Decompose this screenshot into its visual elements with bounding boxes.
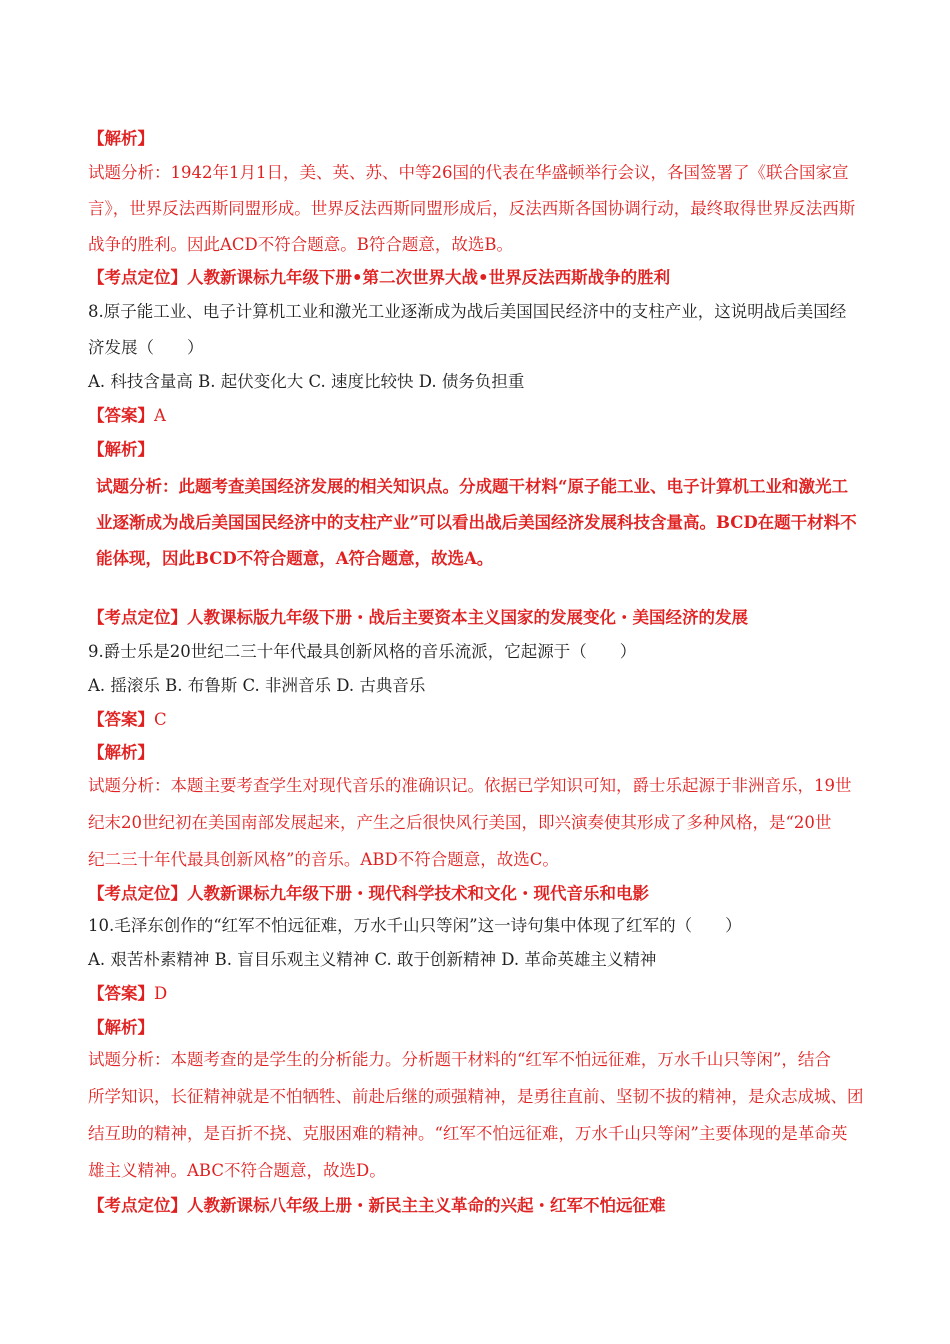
q7-point-text: 人教新课标九年级下册•第二次世界大战•世界反法西斯战争的胜利 (187, 268, 671, 287)
q7-analysis-line-2: 言》，世界反法西斯同盟形成。世界反法西斯同盟形成后，反法西斯各国协调行动，最终取得世界反法西斯 (88, 199, 856, 218)
q9-analysis-line-2: 纪末20世纪初在美国南部发展起来，产生之后很快风行美国，即兴演奏使其形成了多种风格，是“20世 (88, 813, 832, 832)
q8-analysis-line-3: 能体现，因此BCD不符合题意，A符合题意，故选A。 (96, 549, 494, 568)
q10-analysis-line-1: 试题分析：本题考查的是学生的分析能力。分析题干材料的“红军不怕远征难，万水千山只等闲”，结合 (88, 1050, 831, 1069)
q10-question: 10.毛泽东创作的“红军不怕远征难，万水千山只等闲”这一诗句集中体现了红军的（ ） (88, 916, 742, 935)
q10-point-text: 人教新课标八年级上册・新民主主义革命的兴起・红军不怕远征难 (187, 1196, 666, 1215)
q9-analysis-line-3: 纪二三十年代最具创新风格”的音乐。ABD不符合题意，故选C。 (88, 850, 559, 869)
q8-analysis-tag: 【解析】 (88, 440, 154, 459)
q10-analysis-line-4: 雄主义精神。ABC不符合题意，故选D。 (88, 1161, 386, 1180)
q9-question: 9.爵士乐是20世纪二三十年代最具创新风格的音乐流派，它起源于（ ） (88, 642, 637, 661)
q9-options: A. 摇滚乐 B. 布鲁斯 C. 非洲音乐 D. 古典音乐 (88, 676, 426, 695)
q8-answer (88, 404, 166, 428)
q10-analysis-line-3: 结互助的精神，是百折不挠、克服困难的精神。“红军不怕远征难，万水千山只等闲”主要体现的是革命英 (88, 1124, 848, 1143)
q7-analysis-line-3: 战争的胜利。因此ACD不符合题意。B符合题意，故选B。 (88, 235, 514, 254)
q8-question-line-2: 济发展（ ） (88, 338, 204, 357)
q9-analysis-tag: 【解析】 (88, 743, 154, 762)
q9-answer-tag: 【答案】 (88, 710, 154, 729)
q10-knowledge-point (88, 1194, 666, 1218)
q8-knowledge-point (88, 606, 748, 630)
q7-knowledge-point (88, 266, 670, 290)
q8-analysis-line-2: 业逐渐成为战后美国国民经济中的支柱产业”可以看出战后美国经济发展科技含量高。BCD在题干材料不 (96, 513, 857, 532)
q10-answer (88, 982, 167, 1006)
q10-analysis-line-2: 所学知识，长征精神就是不怕牺牲、前赴后继的顽强精神，是勇往直前、坚韧不拔的精神，是众志成城、团 (88, 1087, 864, 1106)
q8-answer-tag: 【答案】 (88, 406, 154, 425)
q8-answer-value: A (154, 406, 166, 425)
q10-analysis-tag: 【解析】 (88, 1018, 154, 1037)
q10-options: A. 艰苦朴素精神 B. 盲目乐观主义精神 C. 敢于创新精神 D. 革命英雄主义精神 (88, 950, 657, 969)
q7-point-tag: 【考点定位】 (88, 268, 187, 287)
q8-analysis-line-1: 试题分析：此题考查美国经济发展的相关知识点。分成题干材料“原子能工业、电子计算机工业和激光工 (96, 477, 848, 496)
q8-options: A. 科技含量高 B. 起伏变化大 C. 速度比较快 D. 债务负担重 (88, 372, 525, 391)
q9-point-tag: 【考点定位】 (88, 884, 187, 903)
q10-answer-tag: 【答案】 (88, 984, 154, 1003)
q7-analysis-tag: 【解析】 (88, 129, 154, 148)
q8-point-tag: 【考点定位】 (88, 608, 187, 627)
q9-point-text: 人教新课标九年级下册・现代科学技术和文化・现代音乐和电影 (187, 884, 649, 903)
q8-point-text: 人教课标版九年级下册・战后主要资本主义国家的发展变化・美国经济的发展 (187, 608, 748, 627)
q9-knowledge-point (88, 882, 649, 906)
q8-question-line-1: 8.原子能工业、电子计算机工业和激光工业逐渐成为战后美国国民经济中的支柱产业，这说明战后美国经 (88, 302, 847, 321)
q9-answer-value: C (154, 710, 167, 729)
q10-point-tag: 【考点定位】 (88, 1196, 187, 1215)
q9-answer (88, 708, 167, 732)
q9-analysis-line-1: 试题分析：本题主要考查学生对现代音乐的准确识记。依据已学知识可知，爵士乐起源于非洲音乐，19世 (88, 776, 852, 795)
q7-analysis-line-1: 试题分析：1942年1月1日，美、英、苏、中等26国的代表在华盛顿举行会议，各国签署了《联合国家宣 (88, 163, 849, 182)
q10-answer-value: D (154, 984, 168, 1003)
